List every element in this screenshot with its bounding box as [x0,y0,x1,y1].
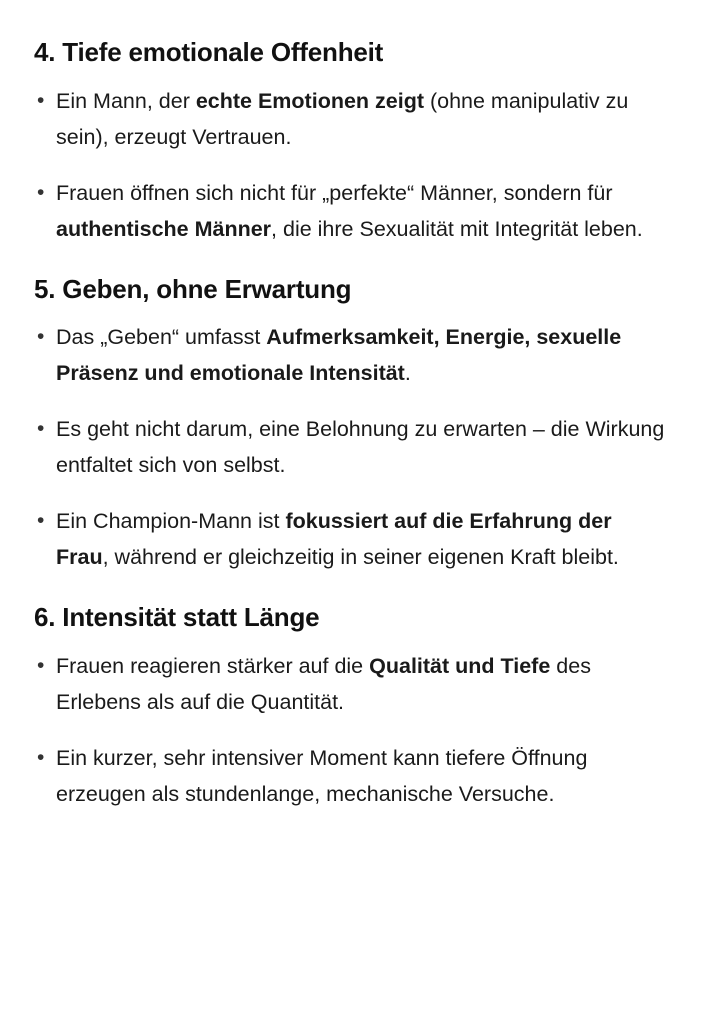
bullet-dot-icon: • [37,653,45,677]
document-section [34,273,669,576]
list-item [34,648,669,720]
document-section [34,36,669,247]
document-section [34,601,669,812]
bullet-dot-icon: • [37,745,45,769]
bullet-dot-icon: • [37,417,45,440]
bullet-dot-icon: • [37,325,45,348]
bullet-text: Frauen öffnen sich nicht für „perfekte“ Männer, sondern für authentische Männer, die ihre Sexualität mit Integrität leben. [56,180,643,241]
list-item [34,411,669,483]
bullet-dot-icon: • [37,88,45,112]
list-item [34,503,669,575]
bullet-text: Das „Geben“ umfasst Aufmerksamkeit, Energie, sexuelle Präsenz und emotionale Intensität. [56,325,622,385]
list-item [34,740,669,812]
bullet-text: Es geht nicht darum, eine Belohnung zu erwarten – die Wirkung entfaltet sich von selbst. [56,417,665,477]
bullet-list [34,319,669,575]
bullet-dot-icon: • [37,180,45,204]
list-item [34,83,669,155]
bullet-text: Ein kurzer, sehr intensiver Moment kann tiefere Öffnung erzeugen als stundenlange, mechanische Versuche. [56,745,588,806]
list-item [34,175,669,247]
bullet-text: Ein Champion-Mann ist fokussiert auf die Erfahrung der Frau, während er gleichzeitig in seiner eigenen Kraft bleibt. [56,509,619,569]
section-heading: 6. Intensität statt Länge [34,602,320,632]
section-heading: 5. Geben, ohne Erwartung [34,273,352,304]
section-heading: 4. Tiefe emotionale Offenheit [34,37,384,67]
list-item [34,319,669,391]
bullet-dot-icon: • [37,509,45,532]
bullet-text: Ein Mann, der echte Emotionen zeigt (ohne manipulativ zu sein), erzeugt Vertrauen. [56,88,629,149]
bullet-list [34,83,669,247]
bullet-list [34,648,669,812]
bullet-text: Frauen reagieren stärker auf die Qualität und Tiefe des Erlebens als auf die Quantität. [56,653,591,714]
